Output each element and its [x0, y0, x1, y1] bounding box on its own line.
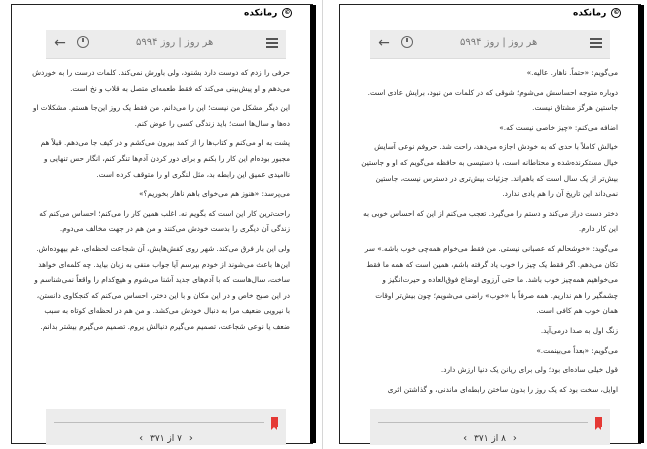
reader-toolbar	[370, 30, 610, 59]
progress-rule	[54, 422, 264, 423]
paragraph: می‌پرسد: «هنوز هم می‌خوای باهم ناهار بخوریم؟»	[139, 189, 290, 199]
page-content	[358, 65, 618, 401]
edge-bar	[638, 5, 644, 443]
paragraph: می‌گویم: «حتماً. ناهار. عالیه.»	[526, 68, 618, 77]
clock-icon[interactable]	[77, 36, 89, 48]
app-label-text: رمانکده	[244, 8, 278, 19]
paragraph: اضافه می‌کنم: «چیز خاصی نیست که.»	[499, 122, 618, 132]
page-number: ۸ از ۳۷۱	[474, 434, 506, 444]
paragraph: قول خیلی ساده‌ای بود؛ ولی برای ریانن یک دنیا ارزش دارد.	[440, 365, 618, 375]
paragraph: این دیگر مشکل من نیست؛ این را می‌دانم. من فقط یک روز این‌جا هستم. مشکلات او ده‌ها و سال‌ها است؛ باید زندگی کسی را عوض کنم.	[32, 103, 290, 128]
app-logo	[244, 8, 292, 19]
back-arrow-icon[interactable]: ←	[378, 35, 390, 51]
paragraph: زنگ اول به صدا درمی‌آید.	[540, 325, 618, 335]
chapter-title: هر روز | روز ۵۹۹۴	[460, 37, 538, 48]
center-divider	[322, 0, 323, 449]
bookmark-icon[interactable]	[271, 417, 278, 427]
reader-footer	[46, 409, 286, 445]
page-navigation	[370, 433, 610, 444]
next-page-arrow-icon[interactable]: ‹	[188, 433, 193, 444]
reader-toolbar	[46, 30, 286, 59]
app-label-text: رمانکده	[573, 8, 607, 19]
edge-bar	[310, 5, 316, 443]
paragraph: دوباره متوجه احساسش می‌شوم؛ شوقی که در کلمات من نبود، برایش عادی است. جاستین هرگز مشتاق نیست.	[367, 87, 618, 113]
prev-page-arrow-icon[interactable]: ›	[463, 433, 468, 444]
paragraph: پشت به او می‌کنم و کتاب‌ها را از کمد بیرون می‌کشم و در کیف جا می‌دهم. قبلاً هم مجبور بوده‌ام این کار را بکنم و برای دور کردن آدم‌ها تنگر کنم، انگار حس تنهایی و ناامیدی عمیق این رابطه بد، مثل لنگری او را متوقف کرده است.	[40, 138, 290, 179]
progress-rule	[378, 422, 588, 423]
paragraph: حرفی را زدم که دوست دارد بشنود، ولی باورش نمی‌کند. کلمات درست را به خوردش می‌دهم و او پیش‌بینی می‌کند که فقط طعمه‌ای متصل به قلاب و نخ است.	[32, 68, 290, 93]
menu-icon[interactable]	[590, 38, 602, 48]
paragraph: راحت‌ترین کار این است که بگویم نه. اغلب همین کار را می‌کنم؛ احساس می‌کنم که زندگی آن دیگری را بدست خودش می‌کنند و من هم در جهت مخالف می‌دوم.	[39, 208, 290, 234]
reader-page-right	[339, 4, 641, 444]
prev-page-arrow-icon[interactable]: ›	[139, 433, 144, 444]
reader-page-left	[11, 4, 313, 444]
chapter-title: هر روز | روز ۵۹۹۴	[136, 37, 214, 48]
page-navigation	[46, 433, 286, 444]
paragraph: می‌گوید: «خوشحالم که عصبانی نیستی. من فقط می‌خوام همه‌چی خوب باشه.» سر تکان می‌دهم. اگر فقط یک چیز را خوب یاد گرفته باشم، همین است که همه ما فقط می‌خواهیم همه‌چیز خوب باشد. ما حتی آرزوی اوضاع فوق‌العاده و حیرت‌انگیز و چشمگیر را هم نداریم. همه صرفاً با «خوب» راضی می‌شویم؛ چون بیش‌تر اوقات همان خوب هم کافی است.	[364, 243, 618, 316]
page-number: ۷ از ۳۷۱	[150, 434, 182, 444]
paragraph: می‌گویم: «بعداً می‌بینمت.»	[536, 345, 618, 355]
paragraph: خیالش کاملاً با حدی که به خودش اجازه می‌دهد، راحت شد. حروفم نوعی آسایش خیال مستکرنده‌شده و محتاطانه است، با دستیسی به حافظه می‌گویم که او و جاستین بیش‌تر از یک سال است که باهم‌اند. جزئیات بیش‌تری در دسترس نیست، جاستین نمی‌داند این تاریخ آن را هم یادی ندارد.	[361, 142, 618, 199]
reader-footer	[370, 409, 610, 445]
logo-mark-icon: ©	[284, 9, 291, 16]
clock-icon[interactable]	[401, 36, 413, 48]
menu-icon[interactable]	[266, 38, 278, 48]
paragraph: اوایل، سخت بود که یک روز را بدون ساختن رابطه‌ای ماندنی، و گذاشتن اثری	[387, 384, 618, 394]
paragraph: ولی این بار فرق می‌کند. شهر روی کفش‌هایش، آن شجاعت لحظه‌ای، غم بیهوده‌اش. این‌ها باعث می‌شوند از خودم بپرسم آیا جواب منفی به زبان بیاید. چه کلمه‌ای خواهد ساخت، سال‌هاست که با آدم‌های جدید آشنا می‌شوم و هیچ‌کدام را واقعاً نمی‌شناسم و در این صبح خاص و در این مکان و با این دختر، احساس می‌کنم که کنجکاوی دانستن، با نیرویی ضعیف مرا به دنبال خودش می‌کشد. و من هم در لحظه‌ای کوتاه به سبب ضعف یا نوعی شجاعت، تصمیم می‌گیرم دنبالش بروم. تصمیم می‌گیرم بیشتر بدانم.	[34, 243, 290, 331]
bookmark-icon[interactable]	[595, 417, 602, 427]
page-content	[32, 65, 290, 339]
app-logo	[573, 8, 621, 19]
next-page-arrow-icon[interactable]: ‹	[512, 433, 517, 444]
logo-mark-icon: ©	[613, 9, 620, 16]
back-arrow-icon[interactable]: ←	[54, 35, 66, 51]
paragraph: دختر دست دراز می‌کند و دستم را می‌گیرد. تعجب می‌کنم از این که احساس خوبی به این کار دارم.	[363, 208, 618, 234]
